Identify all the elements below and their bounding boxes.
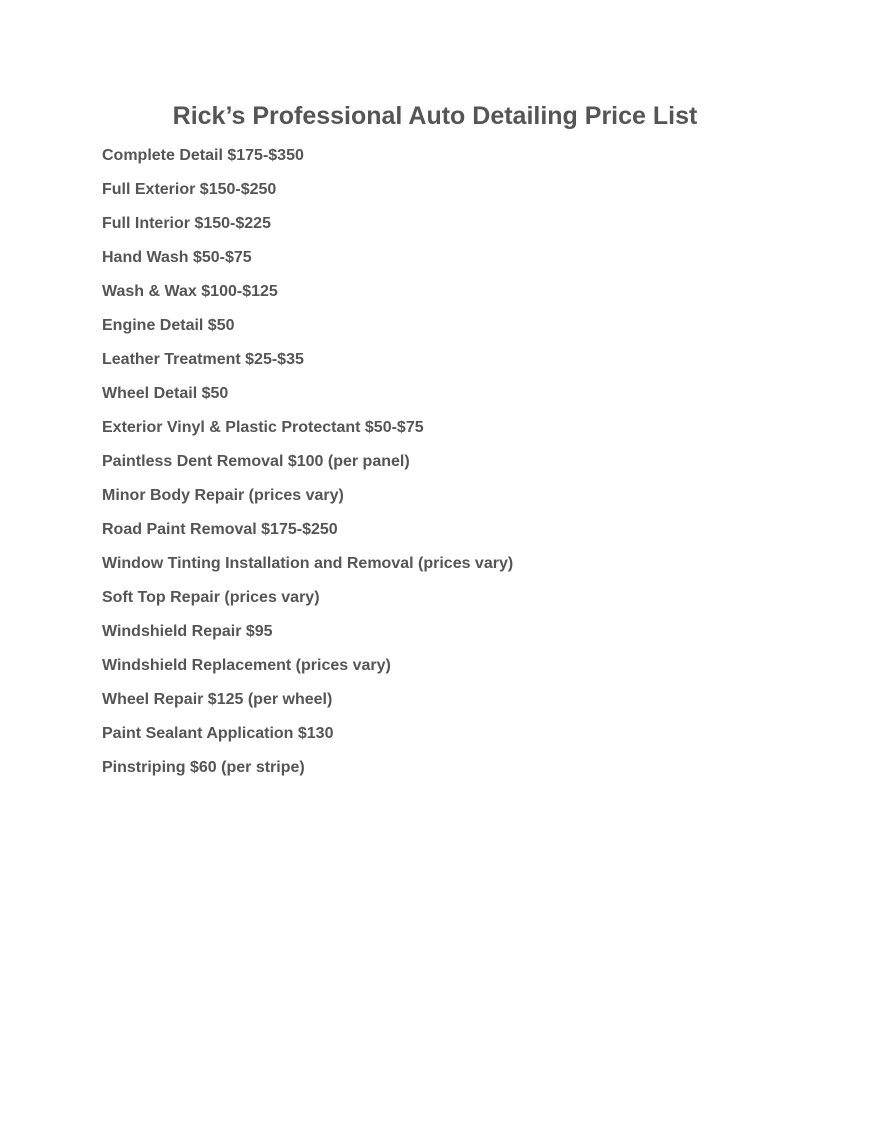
price-list-item: Paint Sealant Application $130	[102, 725, 334, 742]
price-list-item: Exterior Vinyl & Plastic Protectant $50-$75	[102, 419, 424, 436]
price-list-item: Full Interior $150-$225	[102, 215, 271, 232]
page-title: Rick’s Professional Auto Detailing Price List	[172, 102, 698, 130]
price-list-item: Full Exterior $150-$250	[102, 181, 277, 198]
price-list-item: Wheel Repair $125 (per wheel)	[102, 691, 333, 708]
price-list-item: Wash & Wax $100-$125	[102, 283, 278, 300]
price-list-item: Windshield Replacement (prices vary)	[102, 657, 391, 674]
price-list-item: Hand Wash $50-$75	[102, 249, 252, 266]
price-list-item: Engine Detail $50	[102, 317, 235, 334]
price-list-item: Wheel Detail $50	[102, 385, 229, 402]
price-list-item: Soft Top Repair (prices vary)	[102, 589, 320, 606]
price-list-item: Windshield Repair $95	[102, 623, 273, 640]
price-list-item: Minor Body Repair (prices vary)	[102, 487, 344, 504]
price-list-item: Paintless Dent Removal $100 (per panel)	[102, 453, 410, 470]
price-list-item: Window Tinting Installation and Removal (prices vary)	[102, 555, 514, 572]
price-list-item: Road Paint Removal $175-$250	[102, 521, 338, 538]
price-list-item: Pinstriping $60 (per stripe)	[102, 759, 305, 776]
price-list-item: Complete Detail $175-$350	[102, 147, 304, 164]
price-list	[102, 145, 513, 791]
price-list-item: Leather Treatment $25-$35	[102, 351, 304, 368]
